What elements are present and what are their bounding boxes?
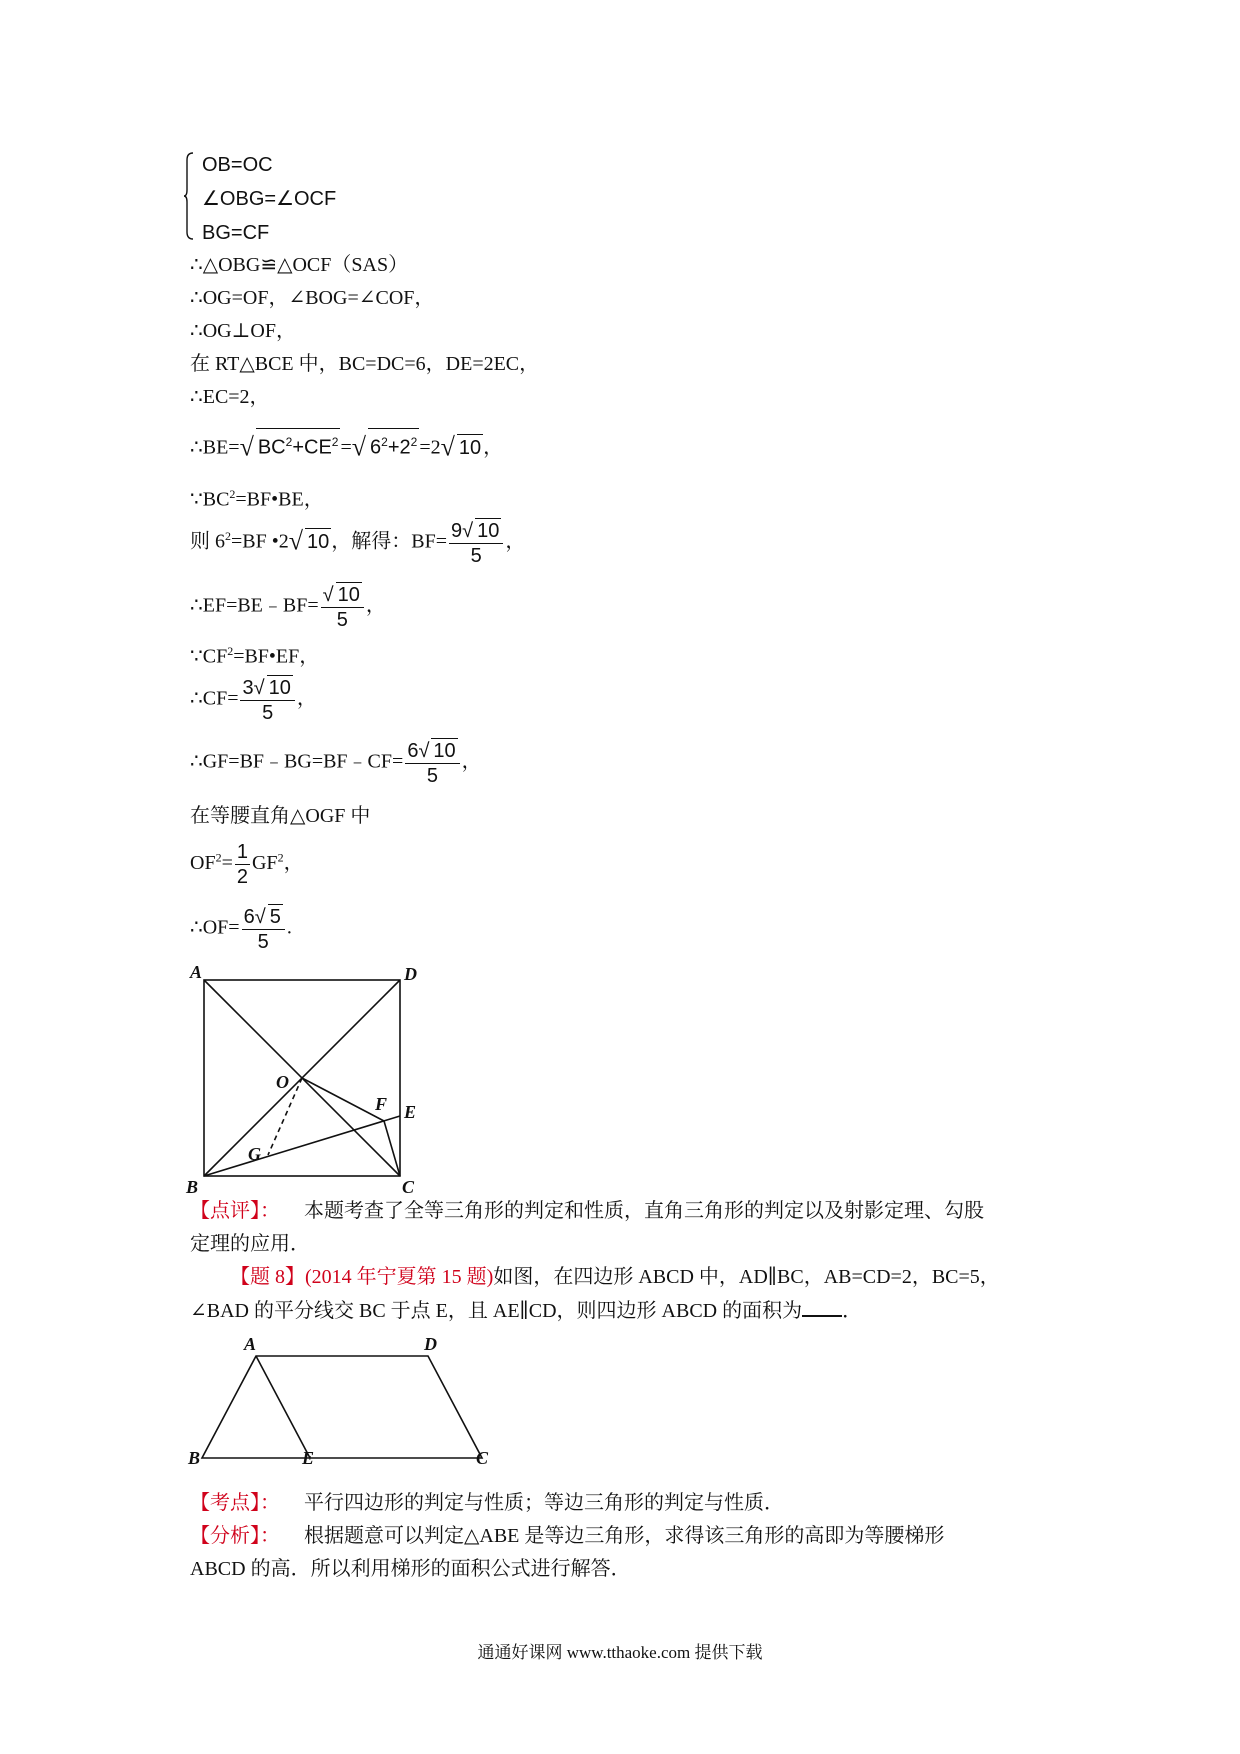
answer-blank <box>802 1297 842 1317</box>
proof-line-1: ∴△OBG≌△OCF（SAS） <box>190 254 409 276</box>
fig1-label-e: E <box>404 1102 417 1122</box>
fenxi-line-1: 【分析】： 根据题意可以判定△ABE 是等边三角形，求得该三角形的高即为等腰梯形 <box>190 1525 945 1547</box>
square-figure <box>180 960 440 1200</box>
fenxi-tag: 【分析】： <box>190 1525 280 1547</box>
system-line-1: OB=OC <box>202 154 273 176</box>
fig1-label-b: B <box>186 1177 199 1197</box>
proof-line-3: ∴OG⊥OF， <box>190 320 296 342</box>
fig2-label-e: E <box>302 1448 315 1468</box>
fig1-label-a: A <box>190 962 203 982</box>
fig2-label-d: D <box>424 1334 437 1354</box>
fig1-label-o: O <box>276 1072 289 1092</box>
proof-line-5: ∴EC=2， <box>190 386 270 408</box>
comment-tag: 【点评】： <box>190 1200 280 1222</box>
proof-line-7: $\because BC^2=BF•BE$， <box>190 487 324 511</box>
fig1-label-g: G <box>248 1144 261 1164</box>
fig1-label-f: F <box>375 1094 388 1114</box>
question-8-source: (2014 年宁夏第 15 题) <box>305 1266 494 1288</box>
proof-line-gf: ∴GF=BF﹣BG=BF﹣CF= $\frac{6√ 10}{5}$ ， <box>190 740 482 787</box>
proof-line-be: ∴BE=√ $BC^2+CE^2$ =√ $6^2+2^2 =2√$ 10 ， <box>190 428 503 461</box>
fig1-label-c: C <box>402 1177 415 1197</box>
proof-line-4: 在 RT△BCE 中，BC=DC=6，DE=2EC， <box>190 353 540 375</box>
proof-line-2: ∴OG=OF，∠BOG=∠COF， <box>190 287 435 309</box>
kaodian-tag: 【考点】： <box>190 1492 280 1514</box>
fig2-label-b: B <box>188 1448 201 1468</box>
kaodian-line: 【考点】： 平行四边形的判定与性质；等边三角形的判定与性质． <box>190 1492 784 1514</box>
question-8-tag: 【题 8】 <box>230 1266 305 1288</box>
question-8-line-2: ∠BAD 的平分线交 BC 于点 E，且 AE∥CD，则四边形 ABCD 的面积为 ． <box>190 1297 862 1324</box>
proof-line-of: ∴OF= $\frac{6√ 5}{5}$ . <box>190 906 292 953</box>
system-brace <box>184 152 194 240</box>
proof-line-ef: ∴EF=BE﹣BF= $\frac{√ 10}{5}$ ， <box>190 584 386 631</box>
system-line-3: BG=CF <box>202 222 270 244</box>
proof-line-10: $\because CF^2=BF•EF$， <box>190 644 320 668</box>
trapezoid-figure <box>180 1330 520 1470</box>
fig2-label-a: A <box>244 1334 257 1354</box>
system-line-2: ∠OBG=∠OCF <box>202 188 337 210</box>
proof-line-13: 在等腰直角△OGF 中 <box>190 805 371 827</box>
comment-line-1: 【点评】： 本题考查了全等三角形的判定和性质，直角三角形的判定以及射影定理、勾股 <box>190 1200 984 1222</box>
fig1-label-d: D <box>404 964 417 984</box>
footer: 通通好课网 www.tthaoke.com 提供下载 <box>477 1643 763 1662</box>
proof-line-bf: 则 $6^2=BF$ •2√ 10 ，解得：BF= $\frac{9√ 10}{5}$ ， <box>190 520 526 567</box>
fig2-label-c: C <box>476 1448 489 1468</box>
fenxi-line-2: ABCD 的高．所以利用梯形的面积公式进行解答． <box>190 1558 631 1580</box>
proof-line-of2: $OF^2=$ $\frac{1}{2}$ $GF^2$， <box>190 841 304 888</box>
proof-line-cf: ∴CF= $\frac{3√ 10}{5}$ ， <box>190 677 317 724</box>
question-8-line-1: 【题 8】(2014 年宁夏第 15 题)如图，在四边形 ABCD 中，AD∥BC，AB=CD=2，BC=5， <box>230 1266 1000 1288</box>
comment-line-2: 定理的应用． <box>190 1233 310 1255</box>
